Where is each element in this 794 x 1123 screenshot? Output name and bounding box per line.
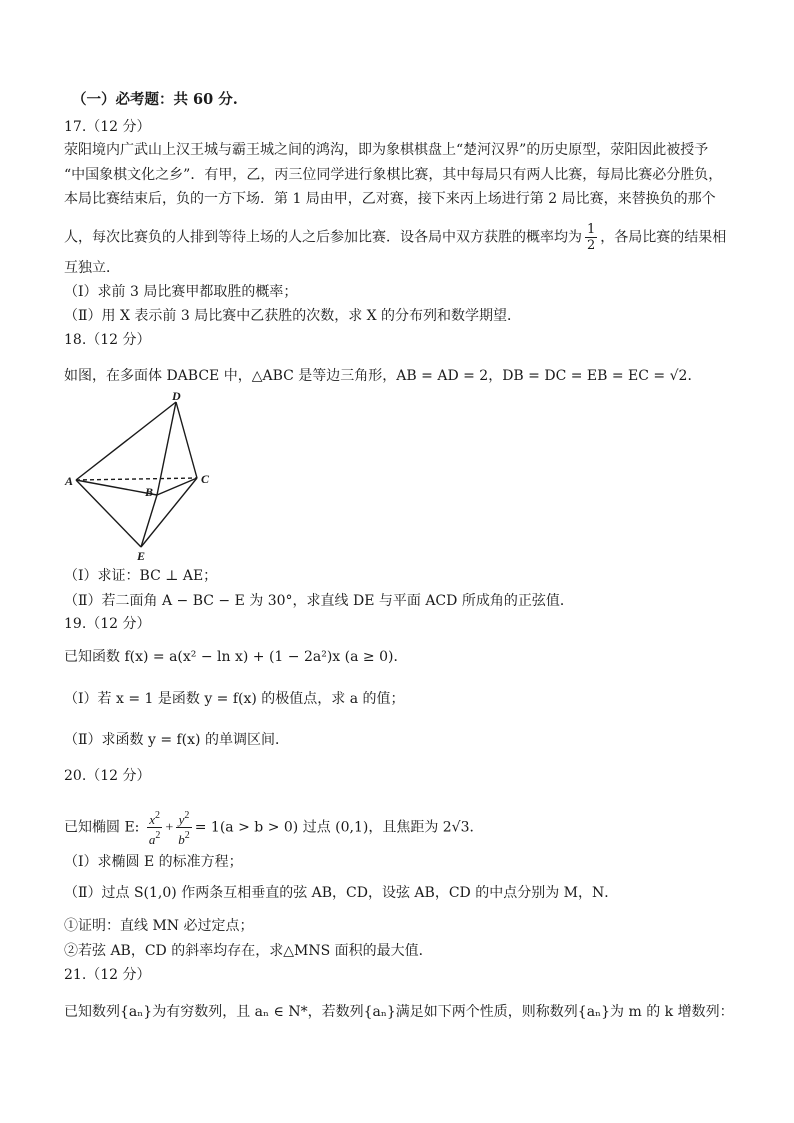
q20-stem: 已知椭圆 E: $\frac{x^2}{a^2}$ + $\frac{y^2}{b^2}$ = 1(a > b > 0) 过点 (0,1)，且焦距为 2√3． <box>64 810 484 847</box>
fraction-denominator: 2 <box>587 238 596 253</box>
q17-stem-line-3: 本局比赛结束后，负的一方下场．第 1 局由甲，乙对赛，接下来丙上场进行第 2 局比赛，来替换负的那个 <box>64 191 716 207</box>
q17-stem-line-4 <box>64 222 726 253</box>
vertex-label-E: E <box>137 549 146 562</box>
q17-stem-line-4a: 人，每次比赛负的人排到等待上场的人之后参加比赛．设各局中双方获胜的概率均为 <box>64 229 582 246</box>
q20-part-i: （Ⅰ）求椭圆 E 的标准方程； <box>64 854 243 870</box>
q18-stem: 如图，在多面体 DABCE 中，△ABC 是等边三角形，AB = AD = 2，DB = DC = EB = EC = √2． <box>64 368 702 384</box>
q18-part-ii: （Ⅱ）若二面角 A − BC − E 为 30°，求直线 DE 与平面 ACD 所成角的正弦值． <box>64 593 574 609</box>
section-title: （一）必考题：共 60 分. <box>72 91 238 108</box>
q20-stem-a: 已知椭圆 E: <box>64 819 140 836</box>
q18-part-i: （Ⅰ）求证：BC ⊥ AE； <box>64 568 218 584</box>
q18-number: 18.（12 分） <box>64 332 151 348</box>
q17-number: 17.（12 分） <box>64 119 151 135</box>
q19-part-i: （Ⅰ）若 x = 1 是函数 y = f(x) 的极值点，求 a 的值； <box>64 691 405 707</box>
fraction-numerator: 1 <box>587 222 596 237</box>
edge-BE <box>141 495 157 547</box>
q21-number: 21.（12 分） <box>64 967 151 983</box>
q20-stem-b: = 1(a > b > 0) 过点 (0,1)，且焦距为 2√3． <box>194 819 484 836</box>
edge-DC <box>176 402 197 478</box>
vertex-label-B: B <box>145 485 154 499</box>
q21-stem: 已知数列{aₙ}为有穷数列，且 aₙ ∈ N*，若数列{aₙ}满足如下两个性质，则称数列{aₙ}为 m 的 k 增数列： <box>64 1004 734 1020</box>
vertex-label-D: D <box>172 392 181 403</box>
q17-stem-line-2: “中国象棋文化之乡”．有甲，乙，丙三位同学进行象棋比赛，其中每局只有两人比赛，每局比赛必分胜负， <box>64 167 723 183</box>
ellipse-term-x: $\frac{x^2}{a^2}$ <box>148 810 161 847</box>
q17-stem-line-4b: ，各局比赛的结果相 <box>600 229 727 246</box>
q20-claim-2: ②若弦 AB，CD 的斜率均存在，求△MNS 面积的最大值． <box>64 943 433 959</box>
edge-AD <box>76 402 176 480</box>
vertex-label-A: A <box>65 474 74 488</box>
q17-stem-line-1: 荥阳境内广武山上汉王城与霸王城之间的鸿沟，即为象棋棋盘上“楚河汉界”的历史原型，荥阳因此被授予 <box>64 142 709 158</box>
q19-part-ii: （Ⅱ）求函数 y = f(x) 的单调区间． <box>64 732 289 748</box>
edge-DB <box>157 402 176 495</box>
polyhedron-figure <box>64 392 214 562</box>
ellipse-term-y: $\frac{y^2}{b^2}$ <box>178 810 190 847</box>
q20-part-ii: （Ⅱ）过点 S(1,0) 作两条互相垂直的弦 AB，CD，设弦 AB，CD 的中点分别为 M，N． <box>64 885 619 901</box>
q17-part-ii: （Ⅱ）用 X 表示前 3 局比赛中乙获胜的次数，求 X 的分布列和数学期望． <box>64 308 522 324</box>
q19-number: 19.（12 分） <box>64 616 151 632</box>
q20-claim-1: ①证明：直线 MN 必过定点； <box>64 918 254 934</box>
edge-AC-hidden <box>76 478 197 480</box>
q17-part-i: （Ⅰ）求前 3 局比赛甲都取胜的概率； <box>64 284 298 300</box>
q17-stem-line-5: 互独立． <box>64 260 120 276</box>
vertex-label-C: C <box>201 472 210 486</box>
probability-fraction <box>585 222 597 253</box>
q19-stem: 已知函数 f(x) = a(x² − ln x) + (1 − 2a²)x (a ≥ 0)． <box>64 649 408 665</box>
q20-number: 20.（12 分） <box>64 768 151 784</box>
